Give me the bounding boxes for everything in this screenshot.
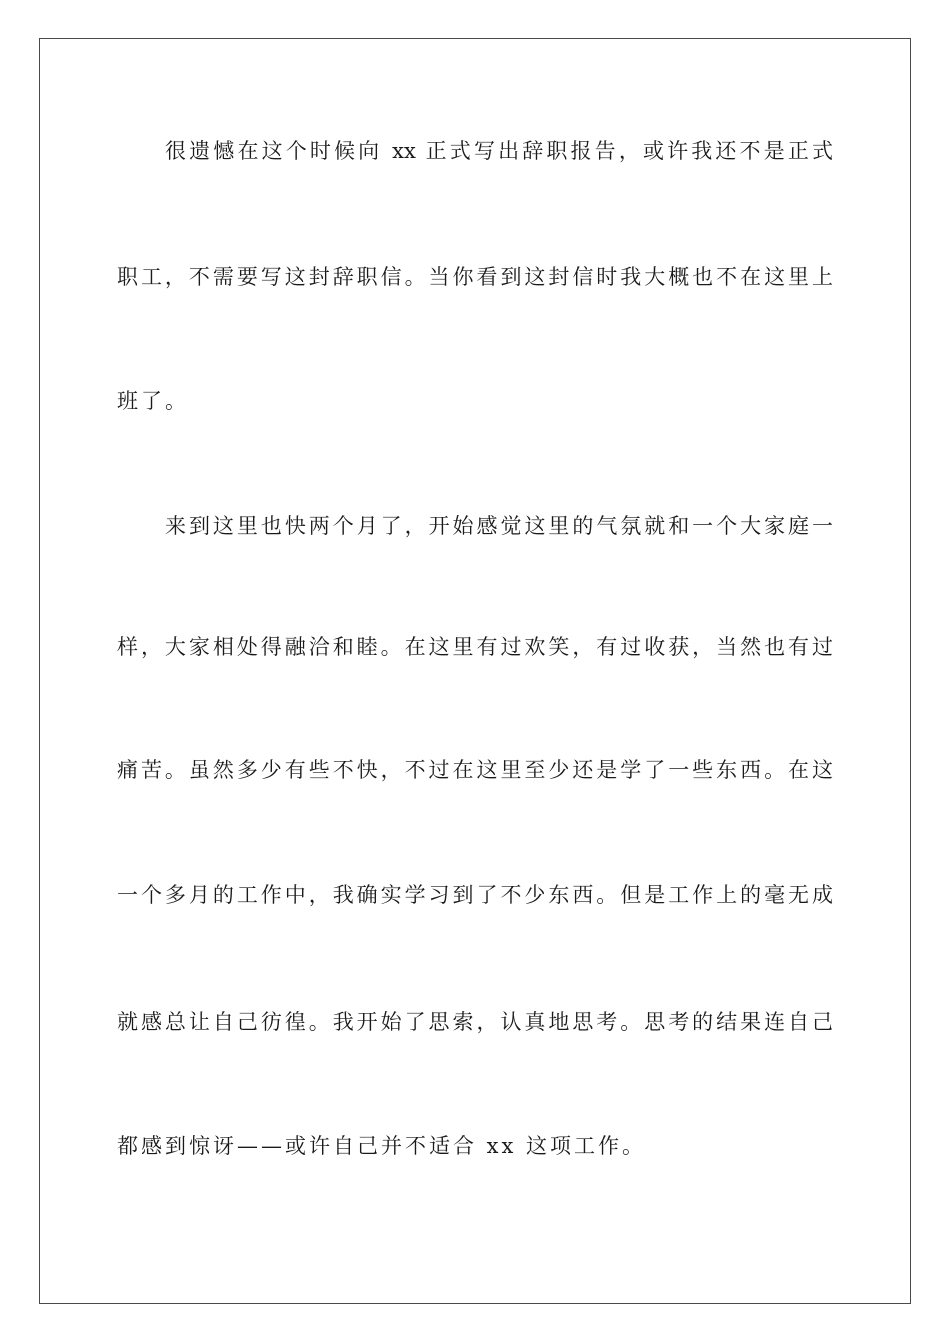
text-line: 班了。 — [117, 389, 189, 413]
text-line: 职工，不需要写这封辞职信。当你看到这封信时我大概也不在这里上 — [117, 265, 833, 289]
text-line: 一个多月的工作中，我确实学习到了不少东西。但是工作上的毫无成 — [117, 883, 833, 907]
text-line: 都感到惊讶——或许自己并不适合 xx 这项工作。 — [117, 1134, 647, 1158]
text-line: 痛苦。虽然多少有些不快，不过在这里至少还是学了一些东西。在这 — [117, 758, 833, 782]
text-line: 来到这里也快两个月了，开始感觉这里的气氛就和一个大家庭一 — [165, 514, 833, 538]
text-line: 很遗憾在这个时候向 xx 正式写出辞职报告，或许我还不是正式 — [165, 139, 833, 163]
text-line: 就感总让自己彷徨。我开始了思索，认真地思考。思考的结果连自己 — [117, 1010, 833, 1034]
text-line: 样，大家相处得融洽和睦。在这里有过欢笑，有过收获，当然也有过 — [117, 635, 833, 659]
page-border — [39, 38, 911, 1304]
